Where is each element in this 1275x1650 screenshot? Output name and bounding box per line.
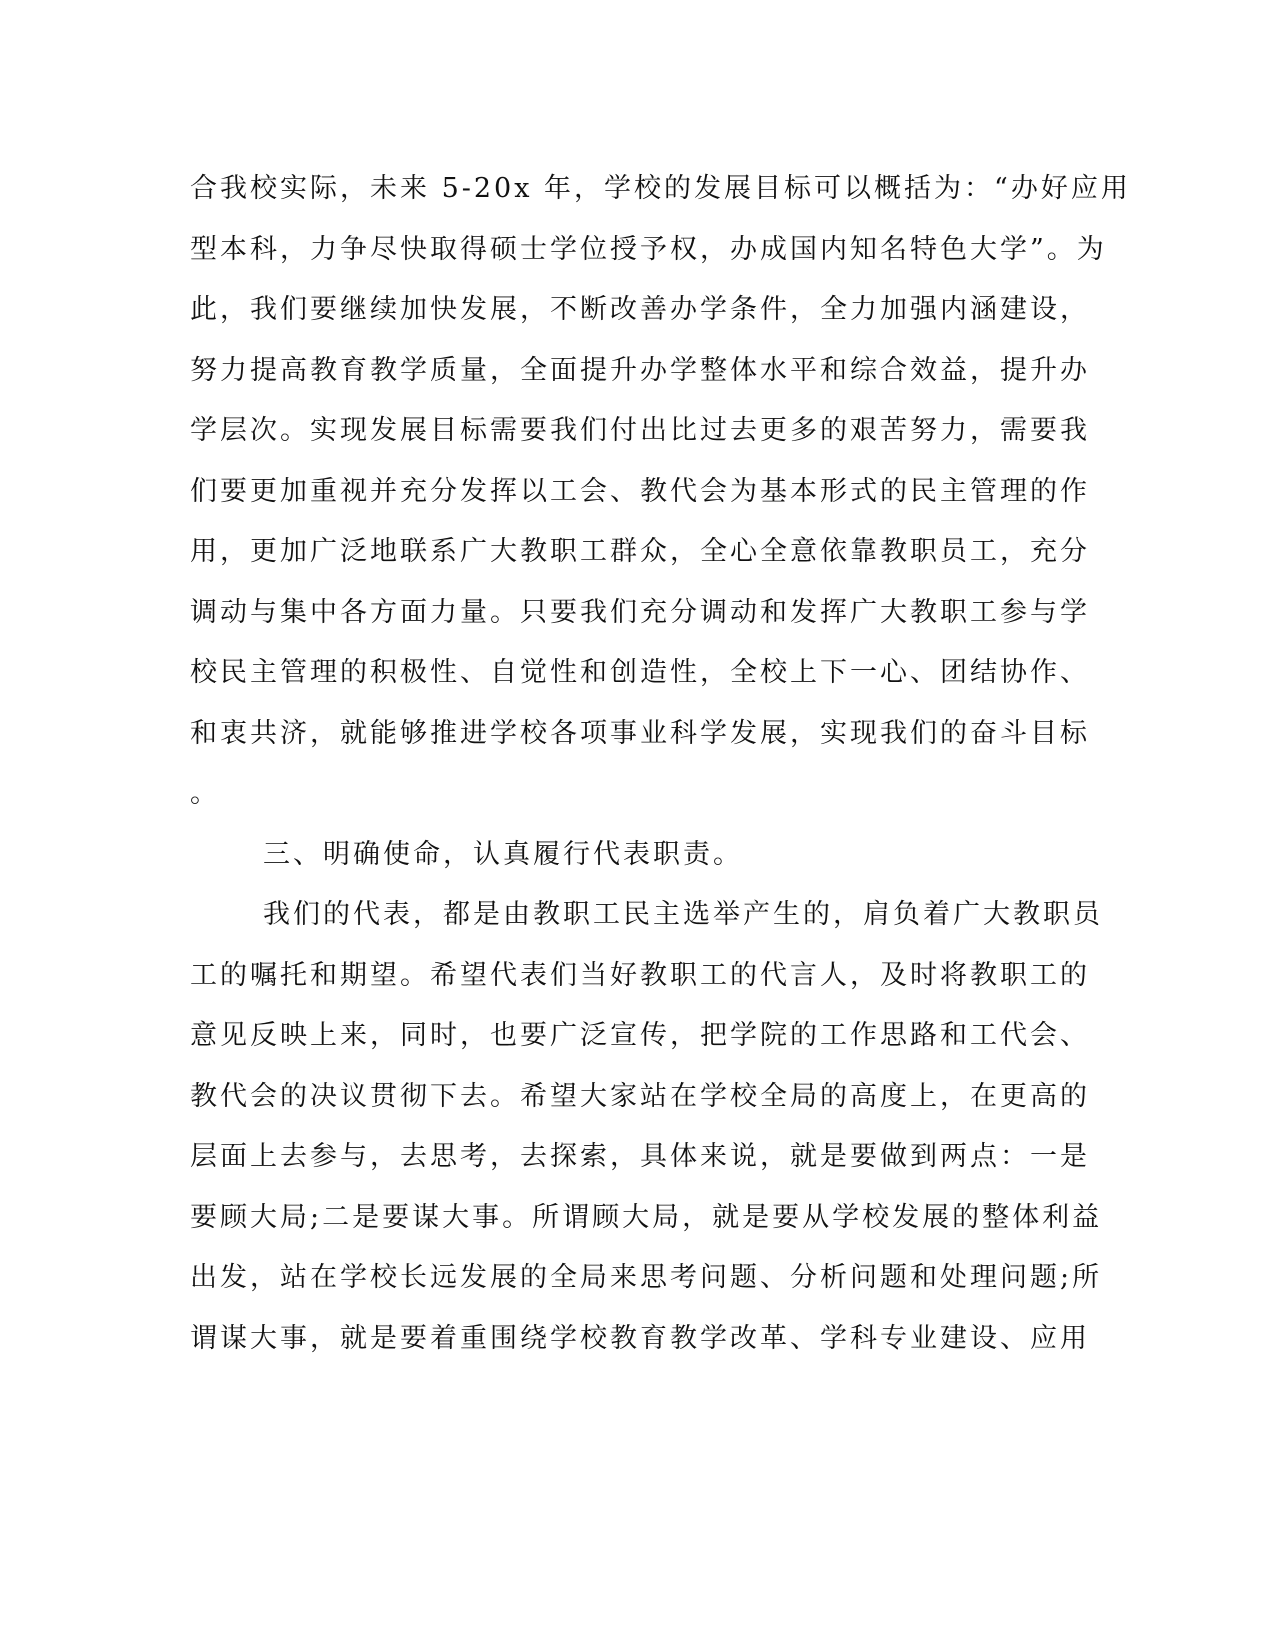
text-line: 校民主管理的积极性、自觉性和创造性，全校上下一心、团结协作、 [190, 657, 1090, 688]
section-heading: 三、明确使命，认真履行代表职责。 [263, 838, 743, 870]
text-line: 教代会的决议贯彻下去。希望大家站在学校全局的高度上，在更高的 [190, 1080, 1090, 1112]
document-body [190, 159, 1131, 1369]
text-line: 学层次。实现发展目标需要我们付出比过去更多的艰苦努力，需要我 [190, 415, 1090, 446]
text-line: 层面上去参与，去思考，去探索，具体来说，就是要做到两点：一是 [190, 1141, 1090, 1172]
text-line: 调动与集中各方面力量。只要我们充分调动和发挥广大教职工参与学 [190, 596, 1090, 628]
text-line: 工的嘱托和期望。希望代表们当好教职工的代言人，及时将教职工的 [190, 959, 1090, 991]
text-line: 。 [190, 778, 217, 809]
text-line: 要顾大局;二是要谋大事。所谓顾大局，就是要从学校发展的整体利益 [190, 1201, 1103, 1233]
text-line: 出发，站在学校长远发展的全局来思考问题、分析问题和处理问题;所 [190, 1262, 1103, 1293]
text-line: 们要更加重视并充分发挥以工会、教代会为基本形式的民主管理的作 [190, 475, 1090, 507]
text-line: 意见反映上来，同时，也要广泛宣传，把学院的工作思路和工代会、 [190, 1020, 1090, 1051]
text-line: 此，我们要继续加快发展，不断改善办学条件，全力加强内涵建设， [190, 294, 1090, 325]
text-line: 用，更加广泛地联系广大教职工群众，全心全意依靠教职员工，充分 [190, 536, 1090, 567]
text-line: 努力提高教育教学质量，全面提升办学整体水平和综合效益，提升办 [190, 354, 1090, 386]
text-line: 我们的代表，都是由教职工民主选举产生的，肩负着广大教职员 [263, 899, 1103, 930]
text-line: 和衷共济，就能够推进学校各项事业科学发展，实现我们的奋斗目标 [190, 717, 1090, 749]
text-line: 型本科，力争尽快取得硕士学位授予权，办成国内知名特色大学”。为 [190, 233, 1107, 265]
text-line: 谓谋大事，就是要着重围绕学校教育教学改革、学科专业建设、应用 [190, 1322, 1090, 1354]
text-line: 合我校实际，未来 5-20x 年，学校的发展目标可以概括为：“办好应用 [190, 173, 1131, 204]
